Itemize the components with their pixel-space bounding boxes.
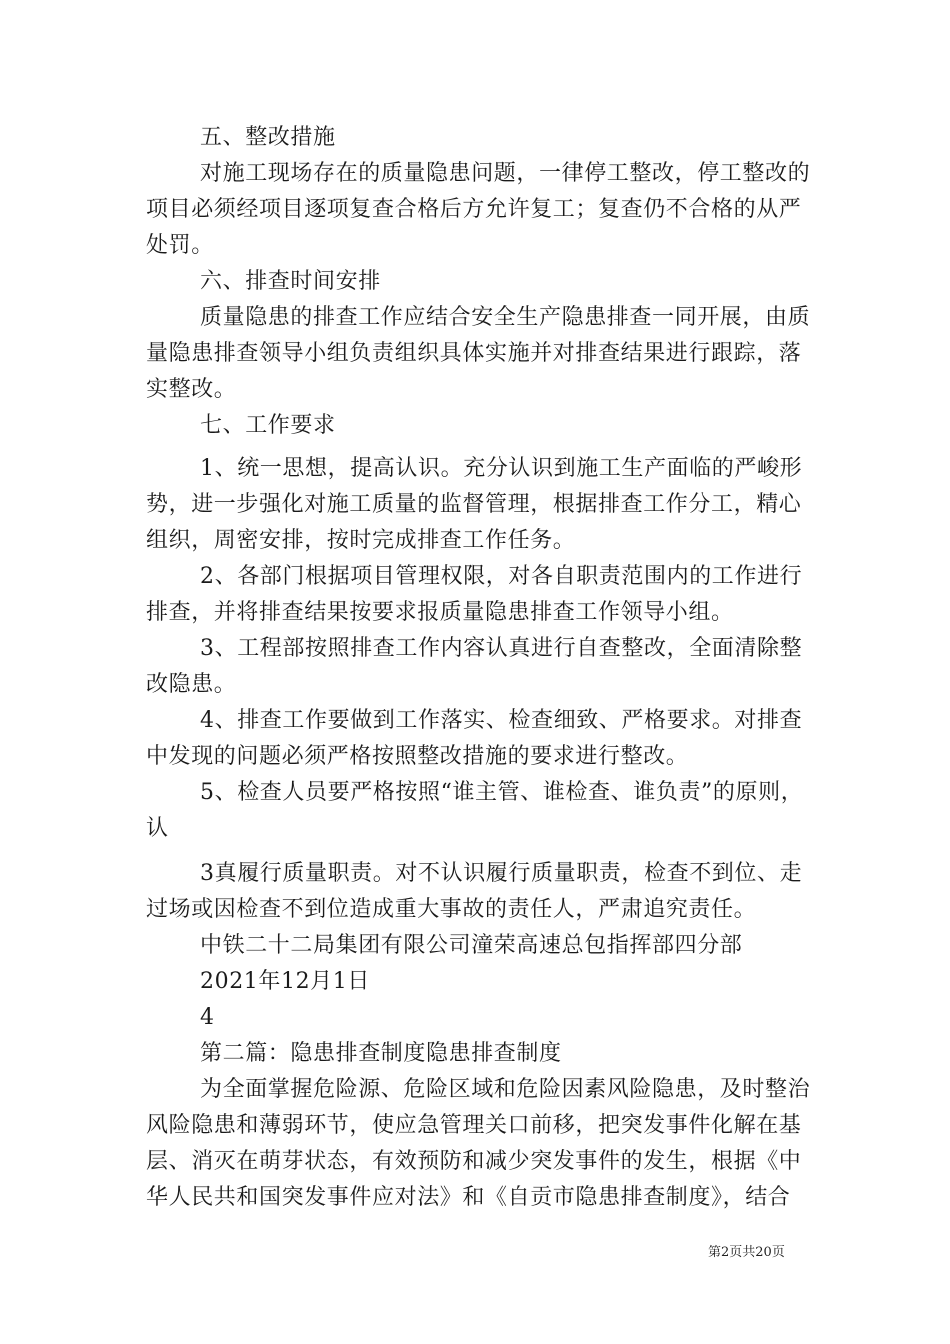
section-heading: 六、排查时间安排 [200, 269, 381, 294]
paragraph-line: 项目必须经项目逐项复查合格后方允许复工；复查仍不合格的从严 [146, 197, 802, 222]
paragraph-line: 中发现的问题必须严格按照整改措施的要求进行整改。 [146, 744, 689, 769]
paragraph-line: 量隐患排查领导小组负责组织具体实施并对排查结果进行跟踪，落 [146, 341, 802, 366]
page-number-footer: 第2页共20页 [708, 1245, 785, 1260]
signature-date: 2021年12月1日 [200, 969, 370, 994]
paragraph-line: 为全面掌握危险源、危险区域和危险因素风险隐患，及时整治 [200, 1077, 811, 1102]
chapter-heading: 第二篇：隐患排查制度隐患排查制度 [200, 1041, 562, 1066]
section-heading: 七、工作要求 [200, 413, 336, 438]
paragraph-line: 4、排查工作要做到工作落实、检查细致、严格要求。对排查 [200, 708, 803, 733]
paragraph-line: 对施工现场存在的质量隐患问题，一律停工整改，停工整改的 [200, 161, 811, 186]
signature-organization: 中铁二十二局集团有限公司潼荣高速总包指挥部四分部 [200, 933, 743, 958]
paragraph-line: 风险隐患和薄弱环节，使应急管理关口前移，把突发事件化解在基 [146, 1113, 802, 1138]
page-marker: 4 [200, 1005, 215, 1030]
paragraph-line: 改隐患。 [146, 672, 237, 697]
paragraph-line: 华人民共和国突发事件应对法》和《自贡市隐患排查制度》，结合 [146, 1185, 791, 1210]
paragraph-line: 5、检查人员要严格按照“谁主管、谁检查、谁负责”的原则， [200, 780, 804, 805]
paragraph-line: 认 [146, 816, 169, 841]
paragraph-line: 2、各部门根据项目管理权限，对各自职责范围内的工作进行 [200, 564, 803, 589]
paragraph-line: 实整改。 [146, 377, 237, 402]
paragraph-line: 质量隐患的排查工作应结合安全生产隐患排查一同开展，由质 [200, 305, 811, 330]
paragraph-line: 1、统一思想，提高认识。充分认识到施工生产面临的严峻形 [200, 456, 803, 481]
paragraph-line: 组织，周密安排，按时完成排查工作任务。 [146, 528, 576, 553]
paragraph-line: 过场或因检查不到位造成重大事故的责任人，严肃追究责任。 [146, 897, 757, 922]
paragraph-line: 排查，并将排查结果按要求报质量隐患排查工作领导小组。 [146, 600, 734, 625]
paragraph-line: 3、工程部按照排查工作内容认真进行自查整改，全面清除整 [200, 636, 803, 661]
paragraph-line: 处罚。 [146, 233, 214, 258]
paragraph-line: 势，进一步强化对施工质量的监督管理，根据排查工作分工，精心 [146, 492, 802, 517]
paragraph-line: 层、消灭在萌芽状态，有效预防和减少突发事件的发生，根据《中 [146, 1149, 802, 1174]
section-heading: 五、整改措施 [200, 125, 336, 150]
paragraph-line: 3真履行质量职责。对不认识履行质量职责，检查不到位、走 [200, 861, 803, 886]
